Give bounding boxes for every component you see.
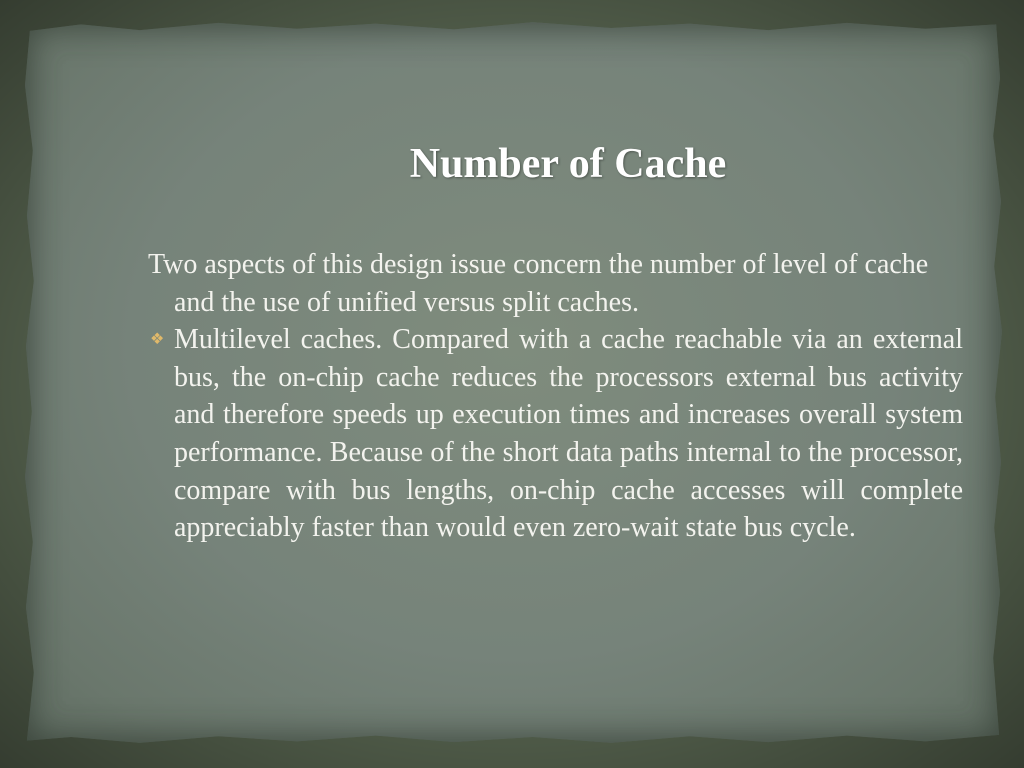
bullet-text: Multilevel caches. Compared with a cache reachable via an external bus, the on-chip cache reduces the processors external bus activity and therefore speeds up execution times and increases overall system performance. Because of the short data paths internal to the processor, compare with bus lengths, on-chip cache accesses will complete appreciably faster than would even zero-wait state bus cycle. [174, 324, 963, 544]
bullet-item [148, 321, 963, 547]
intro-paragraph: Two aspects of this design issue concern the number of level of cache and the use of unified versus split caches. [148, 249, 929, 318]
slide-title: Number of Cache [409, 141, 727, 187]
slide-body [148, 246, 963, 547]
diamond-bullet-icon: ❖ [150, 331, 165, 349]
